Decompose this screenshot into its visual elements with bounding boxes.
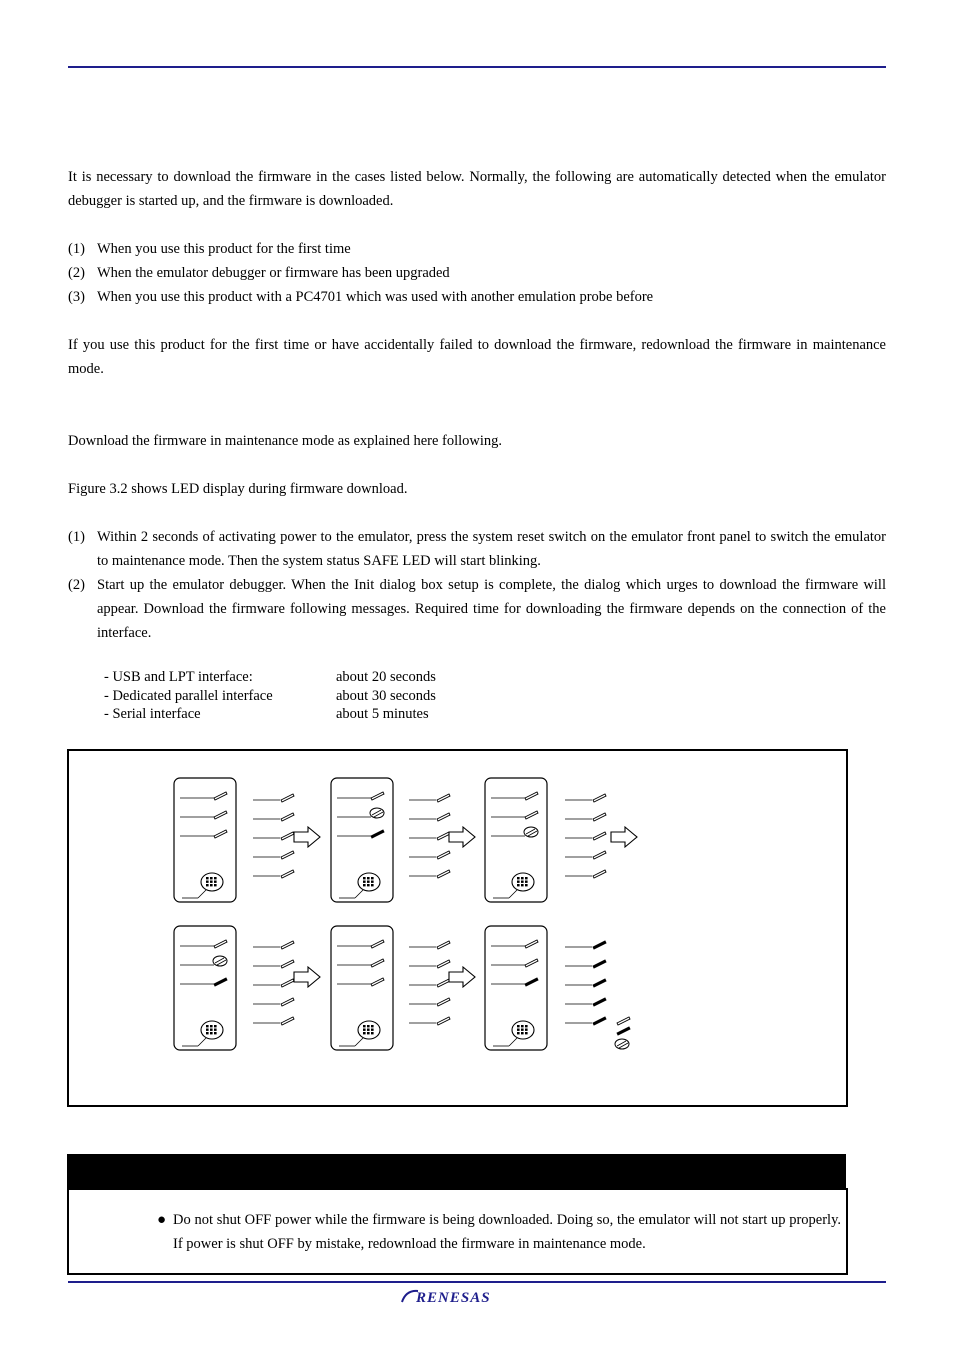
- header-rule: [68, 66, 886, 68]
- unlit-target-led-icon: [281, 979, 294, 987]
- unlit-target-led-icon: [437, 813, 450, 821]
- note-header-bar: [67, 1154, 846, 1190]
- unlit-target-led-icon: [281, 794, 294, 802]
- lit-target-led-icon: [593, 998, 606, 1006]
- interface-time: about 5 minutes: [336, 706, 429, 722]
- switch-grip-dot: [525, 1032, 528, 1034]
- switch-grip-dot: [521, 1029, 524, 1031]
- switch-grip-dot: [525, 877, 528, 879]
- note-box: [67, 1188, 848, 1275]
- switch-grip-dot: [367, 877, 370, 879]
- switch-grip-dot: [525, 1025, 528, 1027]
- switch-grip-dot: [206, 884, 209, 886]
- step-number: (1): [68, 529, 85, 545]
- interface-label: - Serial interface: [104, 706, 201, 722]
- footer-rule: [68, 1281, 886, 1283]
- switch-grip-dot: [521, 884, 524, 886]
- right-arrow-icon: [449, 967, 475, 987]
- switch-grip-dot: [517, 1029, 520, 1031]
- interface-time: about 30 seconds: [336, 688, 436, 704]
- unlit-target-led-icon: [593, 832, 606, 840]
- switch-grip-dot: [214, 884, 217, 886]
- switch-grip-dot: [210, 1032, 213, 1034]
- switch-grip-dot: [210, 877, 213, 879]
- unlit-target-led-icon: [437, 832, 450, 840]
- switch-grip-dot: [210, 1029, 213, 1031]
- switch-grip-dot: [371, 881, 374, 883]
- right-arrow-icon: [294, 967, 320, 987]
- redownload-paragraph: If you use this product for the first time or have accidentally failed to download the firmware, redownload the firmware in maintenance mode.: [68, 337, 886, 377]
- intro-paragraph: It is necessary to download the firmware in the cases listed below. Normally, the following are automatically detected when the emulator debugger is started up, and the firmware is downloaded.: [68, 169, 886, 209]
- switch-grip-dot: [206, 1029, 209, 1031]
- led-sequence-diagram: [69, 751, 846, 1105]
- switch-grip-dot: [525, 884, 528, 886]
- unlit-target-led-icon: [281, 851, 294, 859]
- unlit-target-led-icon: [593, 851, 606, 859]
- case-text: When you use this product with a PC4701 which was used with another emulation probe before: [97, 289, 654, 305]
- step-text: Within 2 seconds of activating power to the emulator, press the system reset switch on the emulator front panel to switch the emulator to maintenance mode. Then the system status SAFE LED will start blinking.: [97, 529, 886, 569]
- step-number: (2): [68, 577, 85, 593]
- case-text: When the emulator debugger or firmware has been upgraded: [97, 265, 450, 281]
- switch-grip-dot: [517, 1032, 520, 1034]
- interface-label: - Dedicated parallel interface: [104, 688, 273, 704]
- switch-grip-dot: [525, 1029, 528, 1031]
- switch-grip-dot: [525, 881, 528, 883]
- unlit-target-led-icon: [281, 998, 294, 1006]
- unlit-target-led-icon: [281, 813, 294, 821]
- case-number: (3): [68, 289, 85, 305]
- switch-grip-dot: [371, 1025, 374, 1027]
- right-arrow-icon: [611, 827, 637, 847]
- right-arrow-icon: [449, 827, 475, 847]
- switch-grip-dot: [210, 881, 213, 883]
- switch-grip-dot: [363, 1025, 366, 1027]
- switch-grip-dot: [517, 1025, 520, 1027]
- unlit-target-led-icon: [593, 813, 606, 821]
- unlit-target-led-icon: [437, 941, 450, 949]
- unlit-target-led-icon: [281, 960, 294, 968]
- unlit-target-led-icon: [437, 794, 450, 802]
- procedure-intro: Download the firmware in maintenance mode as explained here following.: [68, 433, 503, 449]
- lit-target-led-icon: [593, 941, 606, 949]
- switch-grip-dot: [371, 1029, 374, 1031]
- unlit-target-led-icon: [437, 960, 450, 968]
- unlit-target-led-icon: [437, 1017, 450, 1025]
- case-number: (2): [68, 265, 85, 281]
- unlit-target-led-icon: [593, 870, 606, 878]
- switch-grip-dot: [521, 877, 524, 879]
- lit-target-led-icon: [593, 960, 606, 968]
- switch-grip-dot: [363, 877, 366, 879]
- switch-grip-dot: [214, 1029, 217, 1031]
- switch-grip-dot: [367, 1025, 370, 1027]
- switch-grip-dot: [521, 881, 524, 883]
- interface-label: - USB and LPT interface:: [104, 669, 253, 685]
- bullet-icon: ●: [157, 1212, 167, 1228]
- switch-grip-dot: [206, 877, 209, 879]
- unlit-target-led-icon: [437, 979, 450, 987]
- figure-reference: Figure 3.2 shows LED display during firmware download.: [68, 481, 408, 497]
- unlit-target-led-icon: [281, 870, 294, 878]
- switch-grip-dot: [210, 1025, 213, 1027]
- unlit-target-led-icon: [281, 941, 294, 949]
- interface-time: about 20 seconds: [336, 669, 436, 685]
- switch-grip-dot: [214, 1025, 217, 1027]
- led-display-figure: [67, 749, 848, 1107]
- unlit-target-led-icon: [437, 851, 450, 859]
- case-number: (1): [68, 241, 85, 257]
- switch-grip-dot: [521, 1025, 524, 1027]
- logo-text: RENESAS: [416, 1290, 491, 1306]
- switch-grip-dot: [206, 881, 209, 883]
- switch-grip-dot: [367, 1029, 370, 1031]
- unlit-target-led-icon: [593, 794, 606, 802]
- switch-grip-dot: [206, 1032, 209, 1034]
- switch-grip-dot: [367, 1032, 370, 1034]
- right-arrow-icon: [294, 827, 320, 847]
- lit-target-led-icon: [593, 979, 606, 987]
- switch-grip-dot: [521, 1032, 524, 1034]
- switch-grip-dot: [214, 881, 217, 883]
- renesas-logo: [396, 1284, 516, 1308]
- switch-grip-dot: [214, 1032, 217, 1034]
- switch-grip-dot: [206, 1025, 209, 1027]
- switch-grip-dot: [214, 877, 217, 879]
- switch-grip-dot: [367, 881, 370, 883]
- switch-grip-dot: [371, 1032, 374, 1034]
- legend-lit-led-icon: [617, 1027, 630, 1035]
- case-text: When you use this product for the first time: [97, 241, 351, 257]
- switch-grip-dot: [517, 877, 520, 879]
- unlit-target-led-icon: [437, 998, 450, 1006]
- switch-grip-dot: [363, 1029, 366, 1031]
- unlit-target-led-icon: [281, 1017, 294, 1025]
- step-text: Start up the emulator debugger. When the Init dialog box setup is complete, the dialog which urges to download the firmware will appear. Download the firmware following messages. Required time for downloading the firmware depends on the connection of the interface.: [97, 577, 886, 641]
- switch-grip-dot: [367, 884, 370, 886]
- unlit-target-led-icon: [281, 832, 294, 840]
- switch-grip-dot: [371, 877, 374, 879]
- switch-grip-dot: [363, 881, 366, 883]
- legend-unlit-led-icon: [617, 1017, 630, 1025]
- lit-target-led-icon: [593, 1017, 606, 1025]
- switch-grip-dot: [517, 884, 520, 886]
- switch-grip-dot: [363, 1032, 366, 1034]
- switch-grip-dot: [363, 884, 366, 886]
- switch-grip-dot: [371, 884, 374, 886]
- switch-grip-dot: [517, 881, 520, 883]
- switch-grip-dot: [210, 884, 213, 886]
- unlit-target-led-icon: [437, 870, 450, 878]
- note-text: Do not shut OFF power while the firmware is being downloaded. Doing so, the emulator will not start up properly. If power is shut OFF by mistake, redownload the firmware in maintenance mode.: [173, 1212, 841, 1252]
